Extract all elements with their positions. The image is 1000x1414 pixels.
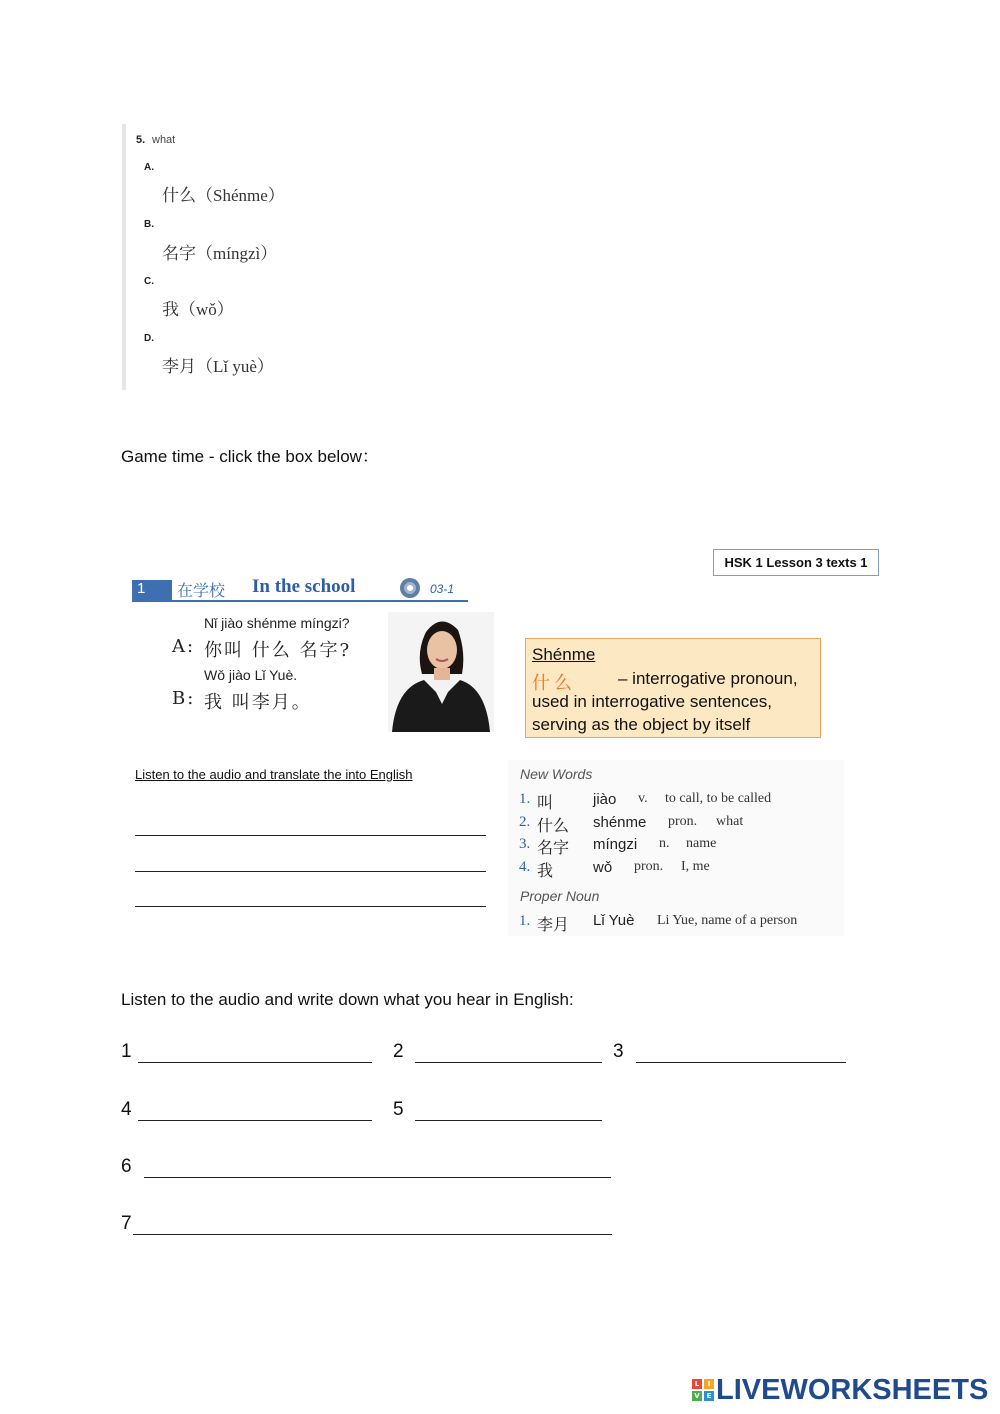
word-2-pos: pron.	[668, 814, 698, 829]
proper-noun-meaning: Li Yue, name of a person	[657, 913, 798, 928]
proper-noun-num: 1.	[519, 913, 531, 929]
logo-cell-v: V	[692, 1391, 702, 1401]
proper-noun-pinyin: Lǐ Yuè	[593, 912, 635, 929]
dialog-a-pinyin: Nǐ jiào shénme míngzi?	[204, 615, 350, 631]
word-1-meaning: to call, to be called	[665, 791, 772, 806]
answer-7-num: 7	[121, 1213, 132, 1234]
grammar-def-line2: used in interrogative sentences,	[532, 692, 773, 711]
option-d-letter: D.	[144, 333, 154, 344]
word-1-char: 叫	[537, 793, 554, 812]
answer-1-line[interactable]	[138, 1062, 372, 1063]
grammar-def-line3: serving as the object by itself	[532, 715, 751, 734]
option-d[interactable]: 李月（Lǐ yuè）	[162, 357, 274, 376]
translate-instruction: Listen to the audio and translate the into English	[135, 767, 413, 782]
dialog-b-text: 我 叫李月。	[204, 692, 312, 713]
audio-cd-icon[interactable]	[400, 578, 420, 598]
logo-text: LIVEWORKSHEETS	[716, 1373, 989, 1406]
answer-1-num: 1	[121, 1041, 132, 1062]
person-illustration	[388, 612, 494, 732]
word-1-num: 1.	[519, 791, 531, 807]
answer-5-line[interactable]	[415, 1120, 602, 1121]
answer-2-num: 2	[393, 1041, 404, 1062]
answer-7-line[interactable]	[133, 1234, 612, 1235]
lesson-title-zh: 在学校	[177, 581, 226, 600]
proper-noun-char: 李月	[537, 915, 570, 934]
word-3-char: 名字	[537, 838, 570, 857]
dialog-a-speaker: A:	[172, 636, 196, 657]
question-number: 5.	[136, 134, 146, 146]
word-2-pinyin: shénme	[593, 814, 647, 831]
word-4-char: 我	[537, 861, 554, 880]
answer-3-num: 3	[613, 1041, 624, 1062]
word-3-meaning: name	[686, 836, 717, 851]
word-4-pos: pron.	[634, 859, 664, 874]
option-b-letter: B.	[144, 219, 154, 230]
answer-5-num: 5	[393, 1099, 404, 1120]
dialog-b-pinyin: Wǒ jiào Lǐ Yuè.	[204, 667, 298, 683]
logo-grid-icon	[692, 1379, 714, 1401]
option-a-letter: A.	[144, 162, 154, 173]
grammar-note	[525, 638, 821, 738]
grammar-def-line1: – interrogative pronoun,	[618, 669, 798, 688]
logo-cell-i: I	[704, 1379, 714, 1389]
lesson-header	[132, 576, 468, 602]
word-2-num: 2.	[519, 814, 531, 830]
question-prompt: what	[152, 134, 176, 146]
word-3-pos: n.	[659, 836, 670, 851]
lesson-label[interactable]: HSK 1 Lesson 3 texts 1	[713, 549, 879, 576]
answer-4-line[interactable]	[138, 1120, 372, 1121]
grammar-chars: 什么	[532, 673, 576, 694]
dialog-a-text: 你叫 什么 名字?	[204, 640, 352, 661]
answer-6-num: 6	[121, 1156, 132, 1177]
question-card	[122, 124, 306, 390]
teacher-photo	[388, 612, 494, 732]
listening-instruction: Listen to the audio and write down what you hear in English:	[121, 990, 574, 1009]
word-1-pinyin: jiào	[593, 791, 617, 808]
header-rule	[132, 600, 468, 602]
logo-cell-e: E	[704, 1391, 714, 1401]
logo-cell-l: L	[692, 1379, 702, 1389]
word-4-num: 4.	[519, 859, 531, 875]
track-number: 03-1	[430, 582, 455, 596]
word-2-char: 什么	[537, 816, 570, 835]
game-prompt: Game time - click the box below：	[121, 447, 379, 466]
liveworksheets-logo	[692, 1373, 989, 1406]
answer-6-line[interactable]	[144, 1177, 611, 1178]
word-2-meaning: what	[716, 814, 744, 829]
answer-2-line[interactable]	[415, 1062, 602, 1063]
translation-line-3[interactable]	[135, 906, 486, 907]
lesson-number: 1	[132, 580, 172, 600]
answer-3-line[interactable]	[636, 1062, 846, 1063]
word-3-num: 3.	[519, 836, 531, 852]
option-a[interactable]: 什么（Shénme）	[162, 186, 285, 205]
lesson-title-en: In the school	[252, 576, 356, 597]
word-4-pinyin: wǒ	[593, 859, 613, 876]
word-1-pos: v.	[638, 791, 648, 806]
translation-line-1[interactable]	[135, 835, 486, 836]
option-c-letter: C.	[144, 276, 154, 287]
translation-line-2[interactable]	[135, 871, 486, 872]
word-4-meaning: I, me	[681, 859, 710, 874]
word-3-pinyin: míngzi	[593, 836, 638, 853]
new-words-heading: New Words	[520, 766, 593, 782]
grammar-pinyin: Shénme	[532, 645, 596, 664]
option-c[interactable]: 我（wǒ）	[162, 300, 234, 319]
proper-noun-heading: Proper Noun	[520, 888, 600, 904]
answer-4-num: 4	[121, 1099, 132, 1120]
dialog-b-speaker: B:	[172, 688, 196, 709]
option-b[interactable]: 名字（míngzì）	[162, 244, 278, 263]
